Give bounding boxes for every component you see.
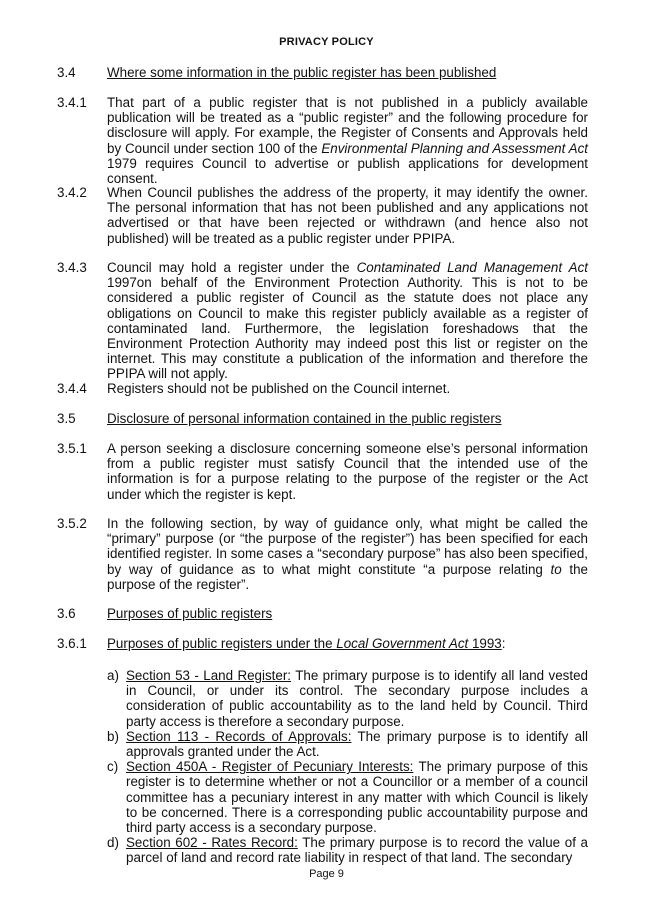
section-number: 3.4.4 xyxy=(57,381,87,396)
section-number: 3.5.2 xyxy=(57,516,87,531)
list-item-text: The primary purpose of this register is to determine whether or not a Councillor or a member of a council committee has a pecuniary interest in any matter with which Council is likely to be concerned. There is a corresponding public accountability purpose and third party access is a secondary purpose. xyxy=(126,759,588,836)
paragraph: That part of a public register that is not published in a publicly available publication will be treated as a “public register” and the following procedure for disclosure will apply. For example, the Register of Consents and Approvals held by Council under section 100 of the Environmental Planning and Assessment Act 1979 requires Council to advertise or publish applications for development consent. xyxy=(107,95,588,187)
list-item xyxy=(107,668,588,729)
list-marker: d) xyxy=(107,835,119,851)
register-purpose-list xyxy=(107,668,588,866)
section-number: 3.4.1 xyxy=(57,95,87,110)
act-title: Environmental Planning and Assessment Act xyxy=(321,140,588,156)
paragraph: A person seeking a disclosure concerning someone else’s personal information from a public register must satisfy Council that the intended use of the information is for a purpose relating to the purpose of the register or the Act under which the register is kept. xyxy=(107,441,588,502)
paragraph: Council may hold a register under the Contaminated Land Management Act 1997on behalf of the Environment Protection Authority. This is not to be considered a public register of Council as the statute does not place any obligations on Council to make this register publicly available as a register of contaminated land. Furthermore, the legislation foreshadows that the Environment Protection Authority may indeed post this list or register on the internet. This may constitute a publication of the information and therefore the PPIPA will not apply. xyxy=(107,260,588,382)
list-item-label: Section 53 - Land Register: xyxy=(126,668,292,683)
page-header-title: PRIVACY POLICY xyxy=(279,36,374,48)
section-heading: Where some information in the public register has been published xyxy=(107,65,497,80)
list-item xyxy=(107,835,588,865)
list-item-text: The primary purpose is to identify all approvals granted under the Act. xyxy=(126,728,588,760)
section-number: 3.4.2 xyxy=(57,185,87,200)
paragraph: Registers should not be published on the Council internet. xyxy=(107,381,451,396)
section-number: 3.5.1 xyxy=(57,441,87,456)
section-heading: Disclosure of personal information contained in the public registers xyxy=(107,411,502,426)
list-marker: c) xyxy=(107,759,119,775)
act-title: Local Government Act xyxy=(336,636,469,651)
section-number: 3.4.3 xyxy=(57,260,87,275)
list-item-label: Section 602 - Rates Record: xyxy=(126,835,298,851)
list-item-label: Section 113 - Records of Approvals: xyxy=(126,728,352,744)
list-item-label: Section 450A - Register of Pecuniary Interests: xyxy=(126,759,414,775)
section-number: 3.6.1 xyxy=(57,636,87,651)
list-marker: a) xyxy=(107,668,119,683)
section-number: 3.6 xyxy=(57,606,76,621)
list-item xyxy=(107,729,588,759)
list-marker: b) xyxy=(107,728,119,744)
paragraph: In the following section, by way of guidance only, what might be called the “primary” purpose (or “the purpose of the register”) has been specified for each identified register. In some cases a “secondary purpose” has also been specified, by way of guidance as to what might constitute “a purpose relating to the purpose of the register”. xyxy=(107,516,588,592)
section-number: 3.5 xyxy=(57,411,76,426)
act-title: Contaminated Land Management Act xyxy=(356,260,588,275)
list-item xyxy=(107,759,588,835)
page-number: Page 9 xyxy=(309,868,344,880)
list-item-text: The primary purpose is to record the value of a parcel of land and record rate liability in respect of that land. The secondary xyxy=(126,835,588,866)
section-number: 3.4 xyxy=(57,65,76,80)
paragraph: When Council publishes the address of the property, it may identify the owner. The personal information that has not been published and any applications not advertised or that have been rejected or withdrawn (and hence also not published) will be treated as a public register under PPIPA. xyxy=(107,185,588,246)
list-item-text: The primary purpose is to identify all land vested in Council, or under its control. The secondary purpose includes a consideration of public accountability as to the land held by Council. Third party access is therefore a secondary purpose. xyxy=(126,668,588,729)
section-heading: Purposes of public registers xyxy=(107,606,273,621)
section-heading: Purposes of public registers under the Local Government Act 1993: xyxy=(107,636,506,651)
